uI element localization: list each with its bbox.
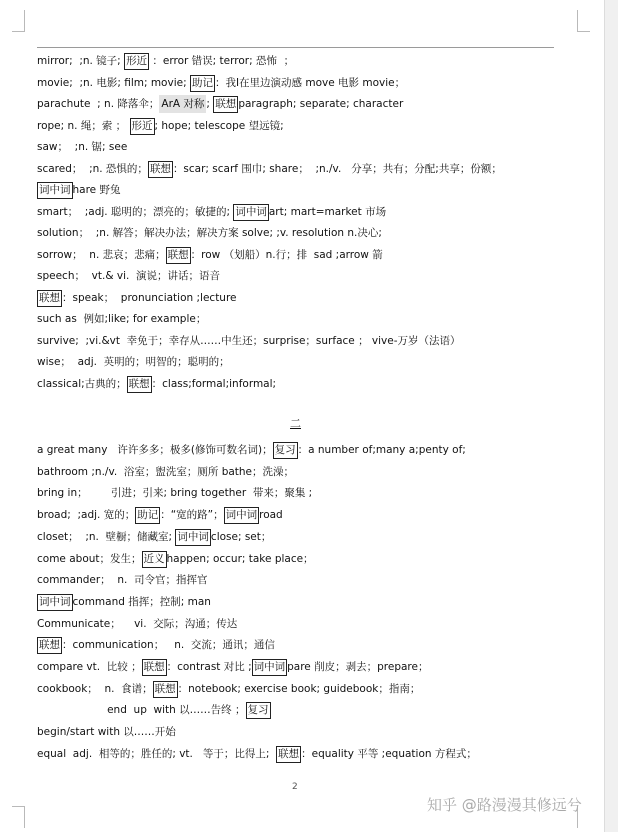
line-text: ：row （划船）n.行；排 sad ;arrow 箭 (190, 248, 383, 261)
line-text: come about；发生； (37, 552, 142, 565)
line-text: cookbook； n. 食谱； (37, 682, 153, 695)
line-text: a great many 许许多多；极多(修饰可数名词)； (37, 444, 273, 456)
vocab-line (37, 441, 466, 459)
tag-box: 联想 (213, 96, 238, 113)
line-text: ：communication； n. 交流；通讯；通信 (62, 639, 275, 652)
line-text: saw； ;n. 锯; see (37, 141, 128, 153)
vocab-line (37, 375, 276, 393)
line-text: scared； ;n. 恐惧的； (37, 162, 148, 175)
line-text: ：error 错误; terror; 恐怖 ； (149, 55, 295, 67)
tag-box: 复习 (246, 702, 271, 719)
line-text: ：我I在里边演动感 move 电影 movie； (214, 76, 406, 89)
line-text: survive; ;vi.&vt 幸免于；幸存从……中生还；surprise；surface ； vive-万岁（法语） (37, 334, 461, 347)
line-text: smart； ;adj. 聪明的；漂亮的；敏捷的; (37, 205, 234, 218)
vocab-line (37, 463, 294, 481)
vocab-line (37, 246, 383, 264)
tag-box: 词中词 (224, 507, 260, 524)
crop-mark (12, 31, 25, 32)
line-text: movie; ;n. 电影; film; movie; (37, 76, 190, 89)
tag-box: 联想 (127, 376, 152, 393)
tag-box: 词中词 (175, 529, 211, 546)
tag-box: 复习 (273, 442, 298, 459)
vocab-line (37, 332, 461, 350)
line-text: commander； n. 司令官；指挥官 (37, 574, 208, 587)
line-text: ：a number of;many a;penty of; (297, 444, 466, 456)
line-text: ; (206, 98, 214, 110)
header-rule (37, 47, 554, 48)
vocab-line (37, 615, 237, 633)
line-text: road (259, 509, 283, 522)
vocab-line (37, 267, 220, 285)
vocab-line (37, 52, 294, 70)
section-heading: 二 (290, 417, 301, 430)
line-text: broad; ;adj. 宽的； (37, 509, 136, 522)
vocab-line (37, 289, 237, 307)
tag-box: 词中词 (252, 659, 288, 676)
vocab-line (37, 353, 230, 371)
page-number: 2 (292, 782, 298, 792)
line-text: ：scar; scarf 围巾; share； ;n./v. 分享；共有；分配;共享；份额； (172, 162, 502, 175)
line-text: happen; occur; take place； (166, 552, 314, 565)
tag-box: 助记 (190, 75, 215, 92)
vocab-line (37, 658, 428, 676)
vocab-line (37, 680, 420, 698)
vocab-line (37, 310, 206, 328)
vocab-line (37, 701, 271, 719)
line-text: paragraph; separate; character (238, 98, 404, 110)
line-text: solution； ;n. 解答；解决办法；解决方案 solve; ;v. resolution n.决心; (37, 227, 382, 239)
vocab-line (37, 593, 211, 611)
line-text: such as 例如;like; for example； (37, 313, 207, 325)
tag-box: 联想 (276, 746, 301, 763)
line-text: mirror; ;n. 镜子; (37, 55, 125, 67)
vocab-line (37, 181, 120, 199)
vocab-line (37, 117, 284, 135)
line-text: Communicate； vi. 交际；沟通；传达 (37, 617, 238, 630)
crop-mark (24, 806, 25, 828)
vocab-line (37, 484, 312, 502)
line-text: parachute ; n. 降落伞； (37, 98, 160, 110)
tag-box: 近义 (142, 551, 167, 568)
line-text: classical;古典的； (37, 377, 127, 390)
tag-box: 助记 (135, 507, 160, 524)
vocab-line (37, 74, 405, 92)
line-text: begin/start with 以……开始 (37, 726, 176, 739)
line-text: command 指挥；控制; man (72, 595, 211, 608)
line-text: pare 削皮；剥去；prepare； (287, 661, 429, 673)
tag-box: 词中词 (37, 182, 73, 199)
vocab-line (37, 636, 275, 654)
crop-mark (24, 10, 25, 32)
vocab-line (37, 224, 382, 242)
line-text: close; set； (210, 530, 272, 543)
line-text: hare 野兔 (72, 184, 121, 196)
line-text: ：speak； pronunciation ;lecture (62, 291, 237, 304)
line-text: ：notebook; exercise book; guidebook；指南； (177, 682, 421, 695)
line-text: sorrow； n. 悲哀；悲痛； (37, 248, 166, 261)
line-text: ; hope; telescope 望远镜; (154, 119, 284, 132)
tag-box: 联想 (153, 681, 178, 698)
line-text: end up with 以……告终 ； (37, 704, 246, 717)
vocab-line (37, 745, 477, 763)
vertical-scrollbar[interactable] (604, 0, 618, 832)
crop-mark (577, 10, 578, 32)
line-text: ：class;formal;informal; (151, 377, 277, 390)
vocab-line (37, 203, 386, 221)
crop-mark (12, 806, 25, 807)
line-text: ：contrast 对比 ; (166, 661, 252, 673)
vocab-line (37, 95, 403, 113)
tag-box: 联想 (37, 290, 62, 307)
vocab-line (37, 138, 127, 156)
vocab-line (37, 528, 271, 546)
vocab-line (37, 723, 176, 741)
tag-box: 联想 (142, 659, 167, 676)
line-text: equal adj. 相等的；胜任的; vt. 等于；比得上; (37, 747, 277, 760)
line-text: wise； adj. 英明的；明智的；聪明的； (37, 356, 230, 368)
tag-box: 形近 (124, 53, 149, 70)
tag-box: 联想 (37, 637, 62, 654)
line-text: art; mart=market 市场 (268, 205, 387, 218)
tag-box: 形近 (130, 118, 155, 135)
line-text: closet； ;n. 壁橱；储藏室; (37, 530, 176, 543)
tag-box: 词中词 (37, 594, 73, 611)
tag-box: 词中词 (233, 204, 269, 221)
crop-mark (577, 31, 590, 32)
watermark: 知乎 @路漫漫其修远兮 (427, 796, 582, 814)
vocab-line (37, 506, 283, 524)
line-text: ：equality 平等 ;equation 方程式； (301, 747, 477, 760)
line-text: speech； vt.& vi. 演说；讲话；语音 (37, 270, 220, 282)
line-text: ：“宽的路”； (160, 509, 224, 522)
tag-box: 联想 (166, 247, 191, 264)
vocab-line (37, 571, 208, 589)
line-text: bring in； 引进；引来; bring together 带来；聚集 ; (37, 487, 313, 500)
tag-box: 联想 (148, 161, 173, 178)
vocab-line (37, 160, 502, 178)
highlight: ArA 对称 (159, 95, 206, 113)
line-text: compare vt. 比较 ； (37, 661, 142, 673)
vocab-line (37, 550, 314, 568)
line-text: bathroom ;n./v. 浴室；盥洗室；厕所 bathe；洗澡； (37, 465, 295, 478)
line-text: rope; n. 绳；索 ； (37, 119, 130, 132)
